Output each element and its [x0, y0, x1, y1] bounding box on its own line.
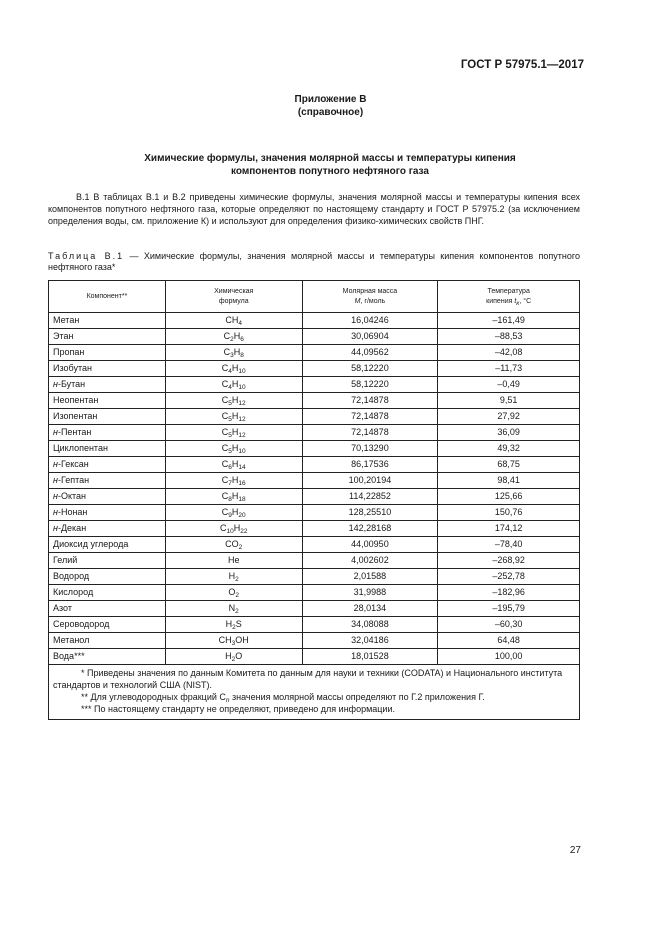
- table-row: [49, 489, 580, 505]
- table-row: [49, 393, 580, 409]
- cell-boiling-temp: –42,08: [438, 345, 580, 361]
- component-name: -Пентан: [57, 427, 92, 437]
- cell-molar-mass: 100,20194: [302, 473, 438, 489]
- formula-part: C: [220, 523, 227, 533]
- formula-part: He: [227, 555, 240, 565]
- formula-part: H: [231, 507, 239, 517]
- formula-part: H: [231, 459, 239, 469]
- page-number: 27: [569, 845, 581, 856]
- formula-subscript: 2: [231, 656, 236, 663]
- formula-subscript: 20: [238, 512, 246, 519]
- cell-boiling-temp: 9,51: [438, 393, 580, 409]
- annex-title: Приложение В: [294, 94, 367, 105]
- formula-part: C: [223, 347, 231, 357]
- formula-part: H: [233, 523, 241, 533]
- formula-part: H: [231, 379, 239, 389]
- formula-subscript: 5: [228, 432, 232, 439]
- formula-subscript: 10: [238, 368, 246, 375]
- table-row: [49, 441, 580, 457]
- table-row: [49, 473, 580, 489]
- table-caption-label: Таблица В.1: [48, 251, 125, 261]
- table-row: [49, 553, 580, 569]
- cell-molar-mass: 128,25510: [302, 505, 438, 521]
- cell-boiling-temp: –182,96: [438, 585, 580, 601]
- formula-subscript: 8: [240, 352, 244, 359]
- document-code: ГОСТ Р 57975.1—2017: [460, 59, 584, 71]
- formula-part: C: [221, 459, 229, 469]
- component-name: Этан: [53, 331, 74, 341]
- table-caption-text: — Химические формулы, значения молярной массы и температуры кипения компонентов попутного нефтяного газа*: [48, 251, 580, 272]
- component-name: Сероводород: [53, 619, 110, 629]
- formula-subscript: 10: [226, 528, 234, 535]
- cell-formula: [165, 585, 302, 601]
- cell-component: [49, 457, 166, 473]
- cell-component: [49, 441, 166, 457]
- formula-subscript: 14: [238, 464, 246, 471]
- cell-component: [49, 553, 166, 569]
- formula-part: H: [233, 331, 241, 341]
- properties-table: [48, 280, 580, 720]
- cell-component: [49, 489, 166, 505]
- table-row: [49, 345, 580, 361]
- cell-formula: [165, 537, 302, 553]
- table-header-row: [49, 281, 580, 313]
- table-row: [49, 617, 580, 633]
- intro-paragraph: В.1 В таблицах В.1 и В.2 приведены химические формулы, значения молярной массы и температуры кипения всех компонентов попутного нефтяного газа, которые определяют по настоящему стандарту и ГОСТ Р 57975.2 (за исключением определения воды, см. приложение К) и используют для определения физико-химических свойств ПНГ.: [48, 192, 580, 226]
- table-row: [49, 313, 580, 329]
- formula-subscript: 12: [238, 432, 246, 439]
- cell-molar-mass: 44,09562: [302, 345, 438, 361]
- cell-formula: [165, 521, 302, 537]
- table-row: [49, 649, 580, 665]
- cell-component: [49, 601, 166, 617]
- cell-boiling-temp: –252,78: [438, 569, 580, 585]
- cell-component: [49, 473, 166, 489]
- cell-molar-mass: 16,04246: [302, 313, 438, 329]
- table-row: [49, 505, 580, 521]
- formula-part: C: [221, 491, 229, 501]
- formula-subscript: 5: [228, 416, 232, 423]
- note-3: *** По настоящему стандарту не определяют, приведено для информации.: [81, 704, 395, 714]
- section-heading-line-2: компонентов попутного нефтяного газа: [231, 166, 429, 177]
- cell-formula: [165, 361, 302, 377]
- cell-formula: [165, 601, 302, 617]
- cell-component: [49, 649, 166, 665]
- cell-component: [49, 521, 166, 537]
- component-name: -Декан: [57, 523, 87, 533]
- cell-molar-mass: 58,12220: [302, 361, 438, 377]
- formula-part: C: [221, 363, 229, 373]
- table-caption: [48, 251, 580, 273]
- formula-part: C: [221, 475, 229, 485]
- formula-part: H: [225, 619, 233, 629]
- formula-part: H: [231, 491, 239, 501]
- formula-subscript: 5: [228, 448, 232, 455]
- table-row: [49, 377, 580, 393]
- cell-molar-mass: 2,01588: [302, 569, 438, 585]
- formula-part: CO: [225, 539, 239, 549]
- formula-subscript: 18: [238, 496, 246, 503]
- cell-formula: [165, 441, 302, 457]
- component-name: Диоксид углерода: [53, 539, 129, 549]
- cell-boiling-temp: 174,12: [438, 521, 580, 537]
- component-prefix: н: [53, 459, 58, 469]
- table-row: [49, 457, 580, 473]
- component-name: Неопентан: [53, 395, 99, 405]
- table-notes: [49, 665, 580, 720]
- formula-part: H: [225, 651, 232, 661]
- formula-subscript: 2: [232, 624, 236, 631]
- formula-part: C: [221, 411, 229, 421]
- component-name: Водород: [53, 571, 90, 581]
- component-name: Метанол: [53, 635, 90, 645]
- formula-subscript: 2: [235, 592, 240, 599]
- table-row: [49, 361, 580, 377]
- formula-part: OH: [235, 635, 249, 645]
- header-formula: Химическая формула: [165, 281, 302, 313]
- section-heading-line-1: Химические формулы, значения молярной массы и температуры кипения: [144, 153, 516, 164]
- cell-formula: [165, 393, 302, 409]
- cell-component: [49, 569, 166, 585]
- formula-subscript: 2: [235, 576, 239, 583]
- header-component: Компонент**: [49, 281, 166, 313]
- cell-molar-mass: 72,14878: [302, 409, 438, 425]
- cell-formula: [165, 633, 302, 649]
- cell-component: [49, 633, 166, 649]
- cell-boiling-temp: –11,73: [438, 361, 580, 377]
- cell-boiling-temp: –161,49: [438, 313, 580, 329]
- formula-subscript: 2: [230, 336, 234, 343]
- formula-subscript: 16: [238, 480, 246, 487]
- section-heading: [80, 152, 580, 178]
- cell-formula: [165, 329, 302, 345]
- annex-heading: [0, 93, 661, 119]
- note-2: ** Для углеводородных фракций $C_n$ значения молярной массы определяют по Г.2 приложения Г.: [81, 692, 485, 704]
- table-row: [49, 585, 580, 601]
- cell-boiling-temp: –78,40: [438, 537, 580, 553]
- cell-boiling-temp: 125,66: [438, 489, 580, 505]
- cell-formula: [165, 649, 302, 665]
- table-row: [49, 425, 580, 441]
- cell-molar-mass: 4,002602: [302, 553, 438, 569]
- formula-subscript: 8: [228, 496, 232, 503]
- cell-boiling-temp: 98,41: [438, 473, 580, 489]
- cell-component: [49, 585, 166, 601]
- component-name: Кислород: [53, 587, 94, 597]
- formula-part: H: [231, 427, 239, 437]
- cell-molar-mass: 44,00950: [302, 537, 438, 553]
- cell-molar-mass: 32,04186: [302, 633, 438, 649]
- formula-part: H: [231, 395, 239, 405]
- formula-subscript: 10: [238, 448, 246, 455]
- formula-subscript: 6: [240, 336, 244, 343]
- component-name: Вода***: [53, 651, 85, 661]
- header-boiling-temp: Температура кипения $t_к$, °С: [438, 281, 580, 313]
- cell-molar-mass: 70,13290: [302, 441, 438, 457]
- table-row: [49, 409, 580, 425]
- cell-formula: [165, 553, 302, 569]
- formula-subscript: 12: [238, 400, 246, 407]
- formula-subscript: 4: [228, 384, 232, 391]
- cell-formula: [165, 457, 302, 473]
- cell-formula: [165, 505, 302, 521]
- component-name: Азот: [53, 603, 72, 613]
- table-row: [49, 601, 580, 617]
- cell-boiling-temp: 49,32: [438, 441, 580, 457]
- formula-subscript: 12: [238, 416, 246, 423]
- formula-part: CH: [218, 635, 232, 645]
- formula-subscript: 2: [238, 544, 243, 551]
- formula-subscript: 5: [228, 400, 232, 407]
- component-prefix: н: [53, 475, 58, 485]
- cell-boiling-temp: 36,09: [438, 425, 580, 441]
- cell-molar-mass: 34,08088: [302, 617, 438, 633]
- formula-subscript: 10: [238, 384, 246, 391]
- formula-part: H: [231, 443, 239, 453]
- table-container: [48, 280, 580, 720]
- cell-boiling-temp: 150,76: [438, 505, 580, 521]
- cell-molar-mass: 72,14878: [302, 393, 438, 409]
- cell-formula: [165, 473, 302, 489]
- cell-molar-mass: 114,22852: [302, 489, 438, 505]
- formula-part: C: [221, 395, 229, 405]
- cell-component: [49, 537, 166, 553]
- component-name: -Гексан: [57, 459, 89, 469]
- component-name: Циклопентан: [53, 443, 108, 453]
- cell-molar-mass: 72,14878: [302, 425, 438, 441]
- cell-component: [49, 409, 166, 425]
- formula-part: CH: [225, 315, 239, 325]
- formula-part: H: [233, 347, 241, 357]
- formula-part: H: [231, 363, 239, 373]
- cell-component: [49, 329, 166, 345]
- cell-molar-mass: 58,12220: [302, 377, 438, 393]
- component-name: -Бутан: [57, 379, 86, 389]
- component-name: -Октан: [57, 491, 86, 501]
- component-name: Метан: [53, 315, 80, 325]
- formula-subscript: 3: [230, 352, 234, 359]
- cell-component: [49, 393, 166, 409]
- formula-part: O: [235, 651, 243, 661]
- cell-formula: [165, 377, 302, 393]
- cell-component: [49, 617, 166, 633]
- cell-component: [49, 377, 166, 393]
- cell-molar-mass: 30,06904: [302, 329, 438, 345]
- cell-molar-mass: 18,01528: [302, 649, 438, 665]
- formula-part: C: [221, 507, 229, 517]
- component-name: Гелий: [53, 555, 78, 565]
- formula-part: H: [231, 411, 239, 421]
- table-row: [49, 633, 580, 649]
- cell-boiling-temp: 64,48: [438, 633, 580, 649]
- table-row: [49, 569, 580, 585]
- component-prefix: н: [53, 427, 58, 437]
- cell-boiling-temp: –268,92: [438, 553, 580, 569]
- cell-boiling-temp: 100,00: [438, 649, 580, 665]
- formula-part: N: [228, 603, 236, 613]
- component-name: Пропан: [53, 347, 85, 357]
- cell-boiling-temp: 68,75: [438, 457, 580, 473]
- component-name: -Нонан: [57, 507, 88, 517]
- formula-part: O: [228, 587, 236, 597]
- cell-boiling-temp: –0,49: [438, 377, 580, 393]
- cell-molar-mass: 86,17536: [302, 457, 438, 473]
- cell-component: [49, 345, 166, 361]
- component-prefix: н: [53, 379, 58, 389]
- cell-component: [49, 425, 166, 441]
- cell-component: [49, 361, 166, 377]
- formula-subscript: 6: [228, 464, 232, 471]
- formula-part: C: [221, 427, 229, 437]
- cell-molar-mass: 142,28168: [302, 521, 438, 537]
- table-notes-row: [49, 665, 580, 720]
- cell-formula: [165, 569, 302, 585]
- cell-boiling-temp: –88,53: [438, 329, 580, 345]
- component-prefix: н: [53, 507, 58, 517]
- formula-subscript: 2: [235, 608, 239, 615]
- component-name: -Гептан: [57, 475, 90, 485]
- formula-subscript: 3: [231, 640, 236, 647]
- component-prefix: н: [53, 523, 58, 533]
- cell-formula: [165, 313, 302, 329]
- table-row: [49, 537, 580, 553]
- cell-component: [49, 313, 166, 329]
- cell-boiling-temp: 27,92: [438, 409, 580, 425]
- formula-subscript: 4: [228, 368, 232, 375]
- formula-part: C: [223, 331, 231, 341]
- header-molar-mass: Молярная масса M, г/моль: [302, 281, 438, 313]
- annex-subtitle: (справочное): [297, 107, 364, 118]
- cell-boiling-temp: –60,30: [438, 617, 580, 633]
- cell-formula: [165, 345, 302, 361]
- formula-part: C: [221, 443, 229, 453]
- cell-boiling-temp: –195,79: [438, 601, 580, 617]
- formula-part: S: [235, 619, 242, 629]
- note-1: * Приведены значения по данным Комитета по данным для науки и техники (CODATA) и Национального института стандартов и технологий США (NIST).: [53, 668, 563, 690]
- formula-subscript: 4: [238, 320, 243, 327]
- cell-molar-mass: 31,9988: [302, 585, 438, 601]
- formula-subscript: 7: [228, 480, 232, 487]
- formula-part: H: [231, 475, 239, 485]
- component-name: Изопентан: [53, 411, 98, 421]
- formula-part: H: [228, 571, 236, 581]
- component-name: Изобутан: [53, 363, 92, 373]
- cell-molar-mass: 28,0134: [302, 601, 438, 617]
- cell-formula: [165, 425, 302, 441]
- formula-part: C: [221, 379, 229, 389]
- cell-component: [49, 505, 166, 521]
- formula-subscript: 9: [228, 512, 232, 519]
- table-row: [49, 329, 580, 345]
- component-prefix: н: [53, 491, 58, 501]
- cell-formula: [165, 489, 302, 505]
- formula-subscript: 22: [240, 528, 248, 535]
- cell-formula: [165, 617, 302, 633]
- table-row: [49, 521, 580, 537]
- cell-formula: [165, 409, 302, 425]
